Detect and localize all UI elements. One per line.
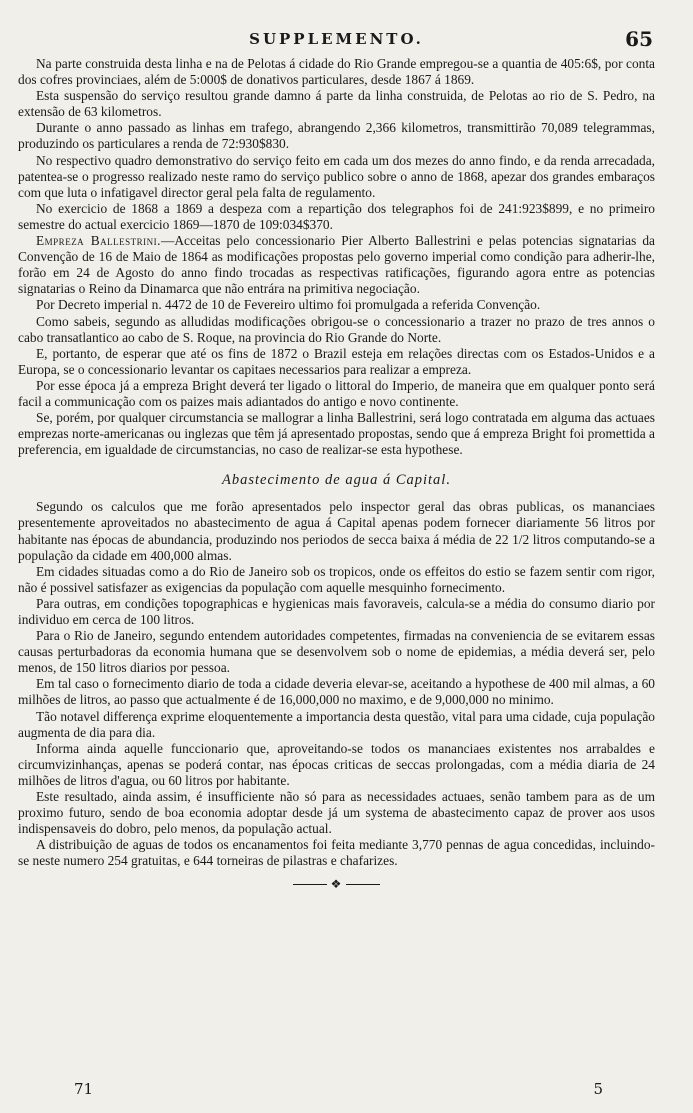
- paragraph: A distribuição de aguas de todos os encanamentos foi feita mediante 3,770 pennas de agua concedidas, incluindo-se neste numero 254 gratuitas, e 644 torneiras de pilastras e chafarizes.: [18, 837, 655, 869]
- page-number: 65: [625, 27, 653, 51]
- paragraph: E, portanto, de esperar que até os fins de 1872 o Brazil esteja em relações directas com os Estados-Unidos e a Europa, se o concessionario levantar os capitaes necessarios para realizar a empreza.: [18, 345, 655, 377]
- paragraph: Esta suspensão do serviço resultou grande damno á parte da linha construida, de Pelotas ao rio de S. Pedro, na extensão de 63 kilometros.: [18, 88, 655, 120]
- paragraph: Para o Rio de Janeiro, segundo entendem autoridades competentes, firmadas na conveniencia de se evitarem essas causas perturbadoras da economia humana que se desenvolvem sob o nome de epidemias, a média deverá ser, pelo menos, de 150 litros diarios por pessoa.: [18, 628, 655, 676]
- ornament-divider: [18, 876, 655, 892]
- paragraph: Se, porém, por qualquer circumstancia se mallograr a linha Ballestrini, será logo contratada em alguma das actuaes emprezas norte-americanas ou inglezas que têm já apresentado propostas, sendo que á empreza Bright foi promettida a preferencia, em igualdade de circumstancias, no caso de realizar-se esta hypothese.: [18, 410, 655, 458]
- paragraph: Por esse época já a empreza Bright deverá ter ligado o littoral do Imperio, de maneira que em qualquer ponto será facil a communicação com os paizes mais adiantados do antigo e novo continente.: [18, 377, 655, 409]
- running-head: SUPPLEMENTO.: [249, 30, 424, 48]
- paragraph: No exercicio de 1868 a 1869 a despeza com a repartição dos telegraphos foi de 241:923$899, e no primeiro semestre do actual exercicio 1869—1870 de 109:034$370.: [18, 200, 655, 232]
- section-title: Abastecimento de agua á Capital.: [222, 472, 451, 489]
- paragraph: Na parte construida desta linha e na de Pelotas á cidade do Rio Grande empregou-se a quantia de 405:6$, por conta dos cofres provinciaes, além de 5:000$ de donativos particulares, desde 1867 á 1869.: [18, 56, 655, 88]
- paragraph: Tão notavel differença exprime eloquentemente a importancia desta questão, vital para uma cidade, cuja população augmenta de dia para dia.: [18, 708, 655, 740]
- page-body: [18, 56, 655, 892]
- lead-term: Empreza Ballestrini.: [36, 233, 161, 249]
- paragraph-text: —Acceitas pelo concessionario Pier Alberto Ballestrini e pelas potencias signatarias da Convenção de 16 de Maio de 1864 as modificações propostas pelo governo imperial como condição para adherir-lhe, forão em 24 de Agosto do anno findo trocadas as respectivas ratificações, figurando agora entre as potencias signatarias o Reino da Dinamarca que não entrára na primitiva negociação.: [18, 233, 655, 297]
- paragraph: Segundo os calculos que me forão apresentados pelo inspector geral das obras publicas, os mananciaes presentemente aproveitados no abastecimento de agua á Capital apenas podem fornecer diariamente 56 litros por habitante nas épocas de abundancia, produzindo nos periodos de secca baixa á média de 22 1/2 litros computando-se a população da cidade em 400,000 almas.: [18, 499, 655, 563]
- paragraph-ballestrini: [18, 233, 655, 297]
- paragraph: Durante o anno passado as linhas em trafego, abrangendo 2,366 kilometros, transmittirão 70,089 telegrammas, produzindo os particulares a renda de 72:930$830.: [18, 120, 655, 152]
- divider-line: [346, 884, 380, 885]
- paragraph: Informa ainda aquelle funccionario que, aproveitando-se todos os mananciaes existentes nos arrabaldes e circumvizinhanças, apenas se poderá contar, nas épocas criticas de seccas prolongadas, com a média diaria de 24 milhões de litros d'agua, ou 60 litros por habitante.: [18, 740, 655, 788]
- paragraph: Como sabeis, segundo as alludidas modificações obrigou-se o concessionario a trazer no prazo de tres annos o cabo transatlantico ao cabo de S. Roque, na provincia do Rio Grande do Norte.: [18, 313, 655, 345]
- divider-line: [293, 884, 327, 885]
- page-header: [18, 26, 655, 52]
- signature-mark-left: 71: [74, 1080, 94, 1098]
- paragraph: Em cidades situadas como a do Rio de Janeiro sob os tropicos, onde os effeitos do estio se fazem sentir com rigor, não é possivel satisfazer as exigencias da população com aquelle mesquinho fornecimento.: [18, 563, 655, 595]
- paragraph: Em tal caso o fornecimento diario de toda a cidade deveria elevar-se, aceitando a hypothese de 400 mil almas, a 60 milhões de litros, ao passo que actualmente é de 16,000,000 no maximo, e de 9,000,000 no minimo.: [18, 676, 655, 708]
- ornament-icon: ❖: [330, 876, 343, 891]
- paragraph: Por Decreto imperial n. 4472 de 10 de Fevereiro ultimo foi promulgada a referida Convenção.: [36, 297, 541, 313]
- paragraph: No respectivo quadro demonstrativo do serviço feito em cada um dos mezes do anno findo, e da renda arrecadada, patentea-se o progresso realizado neste ramo do serviço publico sobre o anno de 1868, apezar dos grandes embaraços com que luta o infatigavel director geral pela falta de regulamento.: [18, 152, 655, 200]
- paragraph: Este resultado, ainda assim, é insufficiente não só para as necessidades actuaes, senão tambem para as de um proximo futuro, sendo de boa economia adoptar desde já um systema de abastecimento capaz de prover aos usos indispensaveis do dobro, pelo menos, da população actual.: [18, 789, 655, 837]
- paragraph: Para outras, em condições topographicas e hygienicas mais favoraveis, calcula-se a média do consumo diario por individuo em cerca de 100 litros.: [18, 595, 655, 627]
- signature-mark-right: 5: [593, 1080, 603, 1098]
